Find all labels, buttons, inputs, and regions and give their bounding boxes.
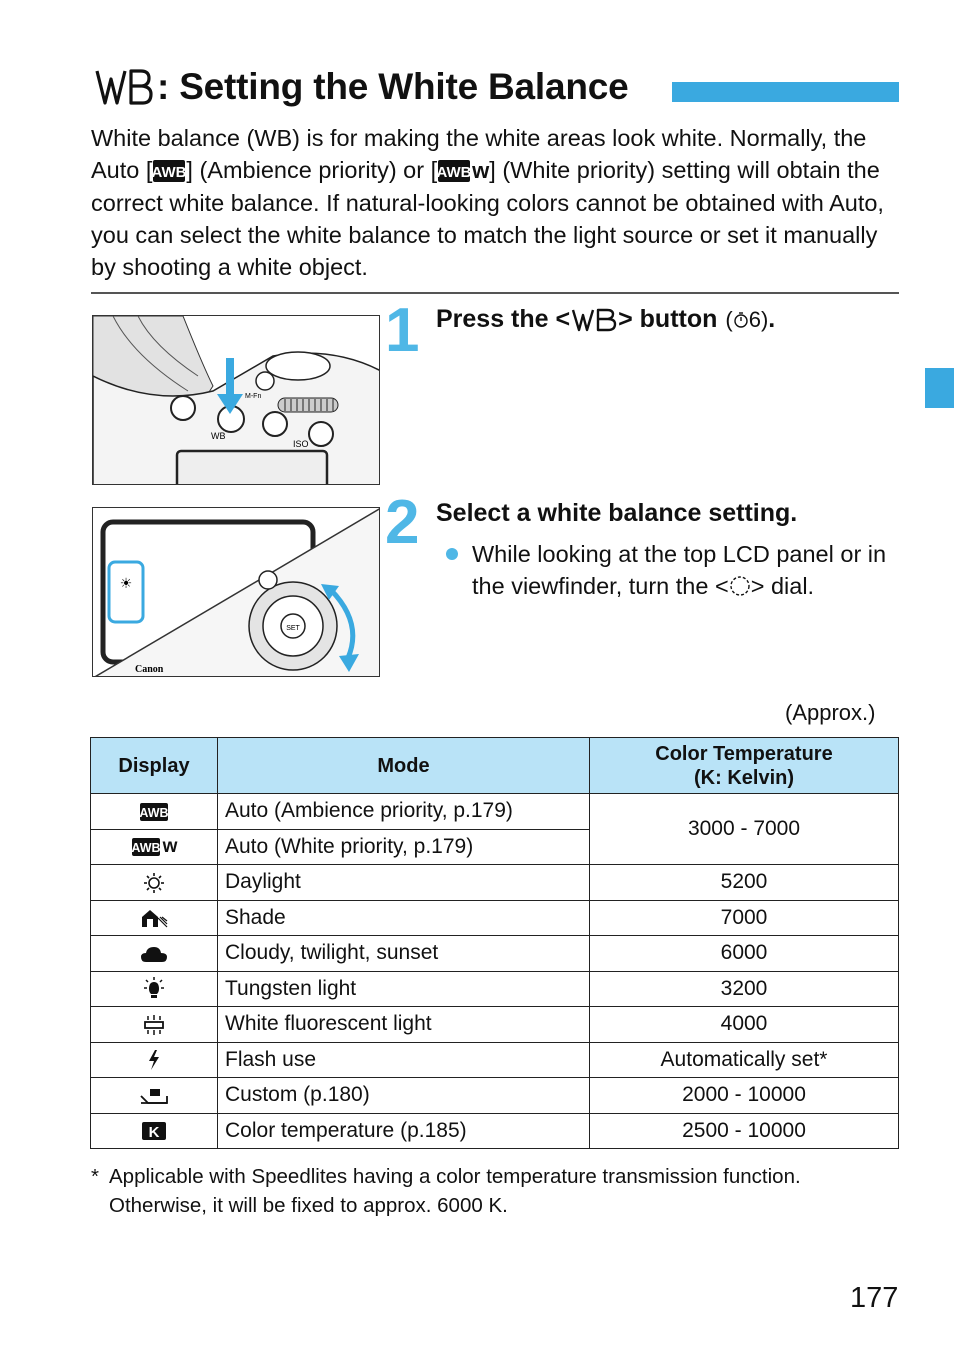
temp-cell: 3200 [590,971,899,1007]
table-header-row [91,738,899,794]
page-reference: ( 6) [725,306,769,332]
wb-label: WB [211,431,226,441]
section-divider [91,292,899,294]
temp-cell: Automatically set* [590,1042,899,1078]
wb-icon [95,67,153,107]
ref-number: 6 [748,306,761,332]
step-1-title-text-2: > button [618,305,718,333]
table-row [91,971,899,1007]
table-row [91,1007,899,1043]
timer-icon [733,311,749,329]
mode-cell: Cloudy, twilight, sunset [218,936,590,972]
temp-cell: 4000 [590,1007,899,1043]
header-display: Display [91,738,218,794]
temp-cell: 2500 - 10000 [590,1113,899,1149]
mode-cell: White fluorescent light [218,1007,590,1043]
camera-back-photo [92,507,380,677]
white-priority-letter: w [472,158,490,183]
brand-label: Canon [135,664,164,675]
table-row [91,1042,899,1078]
quick-control-dial-icon [729,575,751,597]
svg-text:☀: ☀ [119,576,133,592]
intro-text-2: ] (Ambience priority) or [ [186,157,438,183]
header-mode: Mode [218,738,590,794]
tungsten-icon [142,977,166,1001]
step-1-title-text-1: Press the < [436,305,571,333]
flash-icon [147,1049,161,1071]
footnote-marker: * [91,1165,99,1188]
page-number: 177 [850,1282,899,1314]
display-cell [91,865,218,901]
white-priority-letter: w [162,836,178,858]
step-1-title [436,305,775,334]
mode-cell: Color temperature (p.185) [218,1113,590,1149]
display-cell [91,936,218,972]
step-1-number: 1 [385,296,420,365]
page-title: : Setting the White Balance [157,66,629,107]
mode-cell: Daylight [218,865,590,901]
step-2-bullet-text-2: > dial. [750,573,815,599]
chapter-tab [925,368,954,408]
step-2-bullet [446,538,902,602]
mode-cell: Auto (White priority, p.179) [218,829,590,865]
display-cell [91,794,218,830]
custom-wb-icon [139,1086,169,1106]
awb-w-icon [437,159,471,183]
bullet-dot [446,548,458,560]
intro-paragraph [91,122,901,283]
mfn-label: M-Fn [245,393,262,400]
header-temp-line2: (K: Kelvin) [694,766,794,789]
display-cell [91,900,218,936]
heading-accent-bar [672,82,899,102]
mode-cell: Auto (Ambience priority, p.179) [218,794,590,830]
footnote-text: Applicable with Speedlites having a color temperature transmission function. Otherwise, it will be fixed to approx. 6000 K. [109,1165,801,1217]
cloudy-icon [140,944,168,964]
table-row [91,936,899,972]
step-1-title-end: . [768,305,776,333]
footnote [91,1162,891,1220]
mode-cell: Shade [218,900,590,936]
temp-cell: 3000 - 7000 [590,794,899,865]
step-2-title: Select a white balance setting. [436,499,798,527]
mode-cell: Flash use [218,1042,590,1078]
table-row [91,1078,899,1114]
white-balance-table [90,737,899,1149]
daylight-icon [143,872,165,894]
svg-text:AWB: AWB [139,805,169,820]
awb-icon [152,159,186,183]
svg-text:AWB: AWB [437,164,472,181]
temp-cell: 6000 [590,936,899,972]
table-row [91,900,899,936]
display-cell [91,829,218,865]
page-heading [95,62,629,112]
set-label: SET [286,625,300,632]
table-row [91,794,899,830]
display-cell [91,1007,218,1043]
temp-cell: 7000 [590,900,899,936]
approx-note: (Approx.) [785,700,876,725]
display-cell [91,1113,218,1149]
iso-label: ISO [293,439,309,449]
svg-text:AWB: AWB [131,841,161,856]
table-row [91,1113,899,1149]
header-color-temperature [590,738,899,794]
wb-icon [571,307,617,333]
mode-cell: Custom (p.180) [218,1078,590,1114]
fluorescent-icon [142,1014,166,1036]
step-2-number: 2 [385,488,420,557]
display-cell [91,1042,218,1078]
header-temp-line1: Color Temperature [655,742,833,765]
intro-text-1: White balance (WB) is for making the white areas look white. Normally, the Auto [ [91,125,867,183]
awb-icon [139,802,169,822]
kelvin-icon [141,1121,167,1141]
display-cell [91,1078,218,1114]
table-row [91,865,899,901]
step-2-bullet-text-1: While looking at the top LCD panel or in the viewfinder, turn the < [472,541,887,599]
awb-w-icon [131,837,161,857]
display-cell [91,971,218,1007]
shade-icon [140,907,168,929]
mode-cell: Tungsten light [218,971,590,1007]
temp-cell: 2000 - 10000 [590,1078,899,1114]
svg-text:AWB: AWB [152,164,187,181]
camera-top-photo [92,315,380,485]
svg-text:K: K [148,1124,160,1142]
temp-cell: 5200 [590,865,899,901]
intro-text-3: ] (White priority) setting will obtain the correct white balance. If natural-looking colors cannot be obtained with Auto, you can select the white balance to match the light source or set it manually by shooting a white object. [91,157,884,280]
